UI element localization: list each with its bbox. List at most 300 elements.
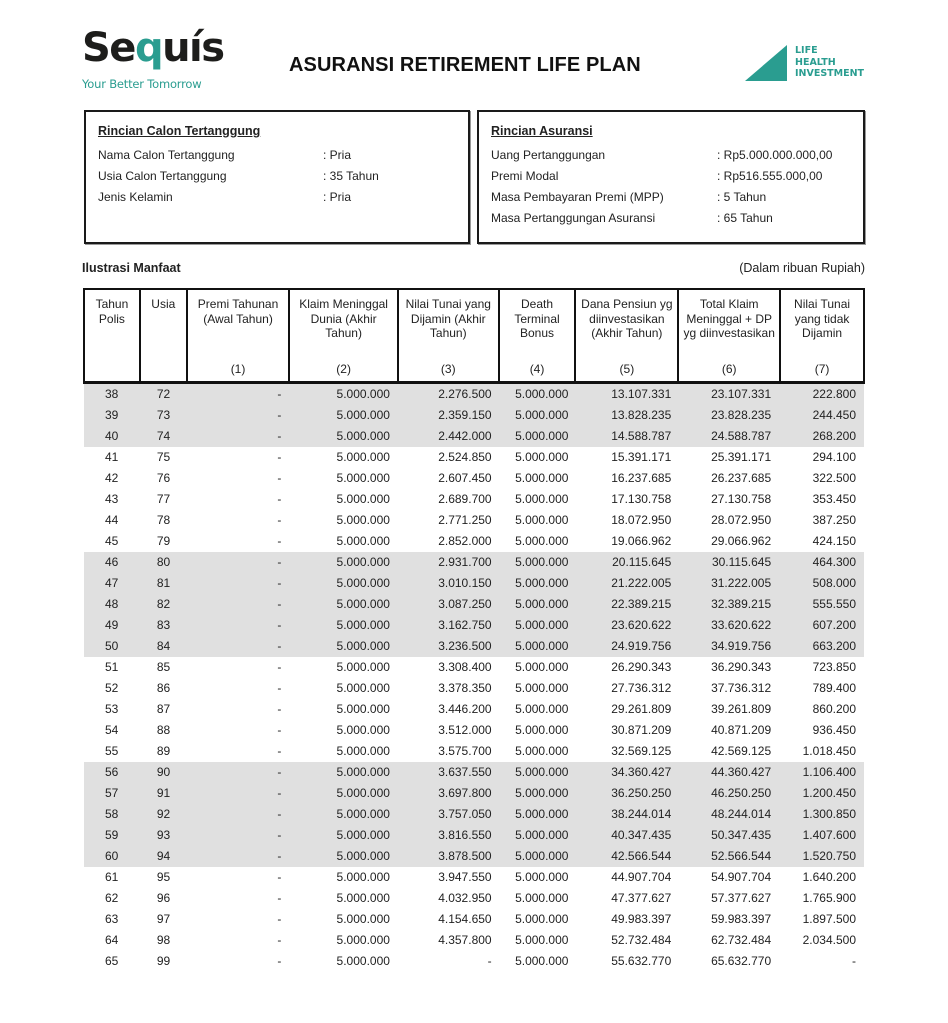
cell-tahun-polis: 61 <box>105 869 119 884</box>
cell-nilai-tunai: 2.852.000 <box>438 533 492 548</box>
cell-death-bonus: 5.000.000 <box>499 615 576 636</box>
cell-premi: - <box>187 846 290 867</box>
cell-usia: 81 <box>140 573 187 594</box>
cell-dana-pensiun: 13.107.331 <box>575 382 678 405</box>
cell-usia: 99 <box>156 953 171 968</box>
insurance-label: Masa Pertanggungan Asuransi <box>491 211 656 225</box>
cell-total-klaim: 46.250.250 <box>678 783 780 804</box>
cell-klaim: 5.000.000 <box>336 701 390 716</box>
table-row <box>84 909 864 930</box>
table-row <box>84 510 864 531</box>
cell-nilai-tunai: 4.032.950 <box>438 890 492 905</box>
cell-tahun-polis: 57 <box>84 783 140 804</box>
cell-nilai-tunai: 3.308.400 <box>438 659 492 674</box>
cell-nilai-tunai-tidak-dijamin: 387.250 <box>812 512 856 527</box>
table-row <box>84 426 864 447</box>
insured-label: Nama Calon Tertanggung <box>98 148 235 162</box>
table-row <box>84 657 864 678</box>
cell-klaim: 5.000.000 <box>289 552 398 573</box>
cell-klaim: 5.000.000 <box>336 512 390 527</box>
cell-nilai-tunai-tidak-dijamin: - <box>852 953 856 968</box>
cell-tahun-polis: 56 <box>84 762 140 783</box>
cell-death-bonus: 5.000.000 <box>515 533 569 548</box>
cell-klaim: 5.000.000 <box>289 426 398 447</box>
cell-nilai-tunai-tidak-dijamin: 1.520.750 <box>780 846 864 867</box>
cell-total-klaim: 23.828.235 <box>678 405 780 426</box>
column-header-klaim: Klaim Meninggal Dunia (Akhir Tahun) (2) <box>289 289 398 382</box>
cell-death-bonus: 5.000.000 <box>515 953 569 968</box>
cell-total-klaim: 37.736.312 <box>711 680 772 695</box>
cell-nilai-tunai: 3.512.000 <box>438 722 492 737</box>
cell-nilai-tunai-tidak-dijamin: 936.450 <box>812 722 856 737</box>
cell-klaim: 5.000.000 <box>336 722 390 737</box>
currency-note: (Dalam ribuan Rupiah) <box>739 261 865 275</box>
insured-label: Jenis Kelamin <box>98 190 173 204</box>
cell-total-klaim: 25.391.171 <box>711 449 772 464</box>
cell-tahun-polis: 44 <box>105 512 119 527</box>
cell-premi: - <box>187 594 290 615</box>
cell-total-klaim: 42.569.125 <box>711 743 772 758</box>
table-row <box>84 804 864 825</box>
cell-nilai-tunai: 3.878.500 <box>398 846 499 867</box>
cell-nilai-tunai: 2.524.850 <box>438 449 492 464</box>
cell-nilai-tunai: 3.446.200 <box>438 701 492 716</box>
cell-tahun-polis: 64 <box>105 932 119 947</box>
cell-usia: 98 <box>156 932 171 947</box>
cell-dana-pensiun: 40.347.435 <box>575 825 678 846</box>
column-header-premi: Premi Tahunan (Awal Tahun) (1) <box>187 289 290 382</box>
cell-total-klaim: 30.115.645 <box>678 552 780 573</box>
table-row <box>84 382 864 405</box>
logo-wordmark: Sequís <box>82 25 224 71</box>
cell-usia: 91 <box>140 783 187 804</box>
cell-nilai-tunai-tidak-dijamin: 2.034.500 <box>802 932 856 947</box>
insurance-row <box>491 166 851 187</box>
cell-total-klaim: 28.072.950 <box>711 512 772 527</box>
cell-dana-pensiun: 14.588.787 <box>575 426 678 447</box>
cell-tahun-polis: 48 <box>84 594 140 615</box>
cell-usia: 95 <box>156 869 171 884</box>
cell-nilai-tunai-tidak-dijamin: 508.000 <box>780 573 864 594</box>
brand-line: LIFE <box>795 45 818 56</box>
cell-total-klaim: 65.632.770 <box>711 953 772 968</box>
cell-usia: 73 <box>140 405 187 426</box>
brand-lines <box>795 45 864 80</box>
cell-total-klaim: 31.222.005 <box>678 573 780 594</box>
table-header-row <box>84 289 864 382</box>
cell-tahun-polis: 60 <box>84 846 140 867</box>
cell-nilai-tunai: 3.947.550 <box>438 869 492 884</box>
cell-klaim: 5.000.000 <box>289 783 398 804</box>
cell-nilai-tunai-tidak-dijamin: 1.897.500 <box>802 911 856 926</box>
cell-nilai-tunai-tidak-dijamin: 1.200.450 <box>780 783 864 804</box>
cell-dana-pensiun: 17.130.758 <box>611 491 672 506</box>
illustration-title: Ilustrasi Manfaat <box>82 261 181 275</box>
cell-usia: 79 <box>156 533 171 548</box>
cell-nilai-tunai: 3.637.550 <box>398 762 499 783</box>
cell-nilai-tunai-tidak-dijamin: 1.106.400 <box>780 762 864 783</box>
cell-tahun-polis: 39 <box>84 405 140 426</box>
cell-premi: - <box>277 470 282 485</box>
table-row <box>84 447 864 468</box>
cell-death-bonus: 5.000.000 <box>515 890 569 905</box>
cell-death-bonus: 5.000.000 <box>499 804 576 825</box>
cell-klaim: 5.000.000 <box>289 804 398 825</box>
sequis-logo <box>82 25 224 91</box>
cell-premi: - <box>187 382 290 405</box>
cell-nilai-tunai-tidak-dijamin: 789.400 <box>812 680 856 695</box>
cell-nilai-tunai-tidak-dijamin: 268.200 <box>780 426 864 447</box>
cell-premi: - <box>187 783 290 804</box>
cell-total-klaim: 27.130.758 <box>711 491 772 506</box>
cell-klaim: 5.000.000 <box>289 636 398 657</box>
cell-nilai-tunai: 3.575.700 <box>438 743 492 758</box>
cell-dana-pensiun: 13.828.235 <box>575 405 678 426</box>
cell-death-bonus: 5.000.000 <box>515 659 569 674</box>
cell-tahun-polis: 47 <box>84 573 140 594</box>
cell-nilai-tunai-tidak-dijamin: 322.500 <box>812 470 856 485</box>
cell-usia: 80 <box>140 552 187 573</box>
table-row <box>84 405 864 426</box>
cell-premi: - <box>187 615 290 636</box>
cell-premi: - <box>277 680 282 695</box>
column-header-total-klaim: Total Klaim Meninggal + DP yg diinvestasikan (6) <box>678 289 780 382</box>
cell-premi: - <box>187 804 290 825</box>
cell-klaim: 5.000.000 <box>336 533 390 548</box>
cell-premi: - <box>187 405 290 426</box>
column-header-death-bonus: Death Terminal Bonus (4) <box>499 289 576 382</box>
insured-details-title: Rincian Calon Tertanggung <box>98 124 261 138</box>
cell-dana-pensiun: 24.919.756 <box>575 636 678 657</box>
cell-dana-pensiun: 34.360.427 <box>575 762 678 783</box>
insured-row <box>98 166 456 187</box>
cell-nilai-tunai: 4.357.800 <box>438 932 492 947</box>
cell-premi: - <box>277 491 282 506</box>
cell-total-klaim: 32.389.215 <box>678 594 780 615</box>
brand-line: HEALTH <box>795 56 836 68</box>
cell-premi: - <box>277 890 282 905</box>
cell-death-bonus: 5.000.000 <box>515 743 569 758</box>
cell-klaim: 5.000.000 <box>336 680 390 695</box>
cell-klaim: 5.000.000 <box>336 890 390 905</box>
cell-tahun-polis: 58 <box>84 804 140 825</box>
cell-klaim: 5.000.000 <box>289 762 398 783</box>
table-row <box>84 636 864 657</box>
brand-line: INVESTMENT <box>795 68 865 79</box>
cell-usia: 72 <box>140 382 187 405</box>
cell-usia: 76 <box>156 470 171 485</box>
cell-usia: 82 <box>140 594 187 615</box>
cell-premi: - <box>187 426 290 447</box>
cell-nilai-tunai-tidak-dijamin: 1.765.900 <box>802 890 856 905</box>
cell-death-bonus: 5.000.000 <box>499 636 576 657</box>
table-row <box>84 951 864 972</box>
cell-usia: 87 <box>156 701 171 716</box>
insured-value: : Pria <box>323 190 352 204</box>
cell-tahun-polis: 51 <box>105 659 119 674</box>
cell-dana-pensiun: 32.569.125 <box>611 743 672 758</box>
cell-klaim: 5.000.000 <box>289 594 398 615</box>
cell-klaim: 5.000.000 <box>336 659 390 674</box>
cell-death-bonus: 5.000.000 <box>515 869 569 884</box>
cell-death-bonus: 5.000.000 <box>499 846 576 867</box>
table-row <box>84 489 864 510</box>
document-title: ASURANSI RETIREMENT LIFE PLAN <box>289 54 641 76</box>
cell-dana-pensiun: 42.566.544 <box>575 846 678 867</box>
insurance-details-box <box>477 110 865 244</box>
cell-usia: 90 <box>140 762 187 783</box>
table-row <box>84 846 864 867</box>
cell-premi: - <box>277 722 282 737</box>
cell-death-bonus: 5.000.000 <box>499 825 576 846</box>
cell-total-klaim: 23.107.331 <box>678 382 780 405</box>
cell-dana-pensiun: 55.632.770 <box>611 953 672 968</box>
cell-nilai-tunai-tidak-dijamin: 663.200 <box>780 636 864 657</box>
cell-total-klaim: 57.377.627 <box>711 890 772 905</box>
column-header-usia: Usia <box>140 289 187 382</box>
cell-dana-pensiun: 22.389.215 <box>575 594 678 615</box>
cell-tahun-polis: 41 <box>105 449 119 464</box>
cell-nilai-tunai-tidak-dijamin: 244.450 <box>780 405 864 426</box>
cell-nilai-tunai-tidak-dijamin: 555.550 <box>780 594 864 615</box>
cell-klaim: 5.000.000 <box>289 846 398 867</box>
cell-klaim: 5.000.000 <box>289 615 398 636</box>
cell-premi: - <box>277 533 282 548</box>
cell-nilai-tunai-tidak-dijamin: 607.200 <box>780 615 864 636</box>
cell-nilai-tunai-tidak-dijamin: 294.100 <box>812 449 856 464</box>
cell-premi: - <box>277 743 282 758</box>
cell-nilai-tunai-tidak-dijamin: 1.640.200 <box>802 869 856 884</box>
cell-total-klaim: 50.347.435 <box>678 825 780 846</box>
cell-nilai-tunai: 2.689.700 <box>438 491 492 506</box>
cell-usia: 86 <box>156 680 171 695</box>
cell-dana-pensiun: 30.871.209 <box>611 722 672 737</box>
cell-dana-pensiun: 47.377.627 <box>611 890 672 905</box>
cell-nilai-tunai: 3.087.250 <box>398 594 499 615</box>
cell-death-bonus: 5.000.000 <box>515 701 569 716</box>
cell-nilai-tunai: 3.697.800 <box>398 783 499 804</box>
column-header-nilai-tunai-tidak-dijamin: Nilai Tunai yang tidak Dijamin (7) <box>780 289 864 382</box>
cell-klaim: 5.000.000 <box>336 911 390 926</box>
cell-tahun-polis: 63 <box>105 911 119 926</box>
cell-klaim: 5.000.000 <box>336 869 390 884</box>
cell-death-bonus: 5.000.000 <box>515 470 569 485</box>
cell-premi: - <box>277 701 282 716</box>
table-row <box>84 531 864 552</box>
cell-nilai-tunai-tidak-dijamin: 1.018.450 <box>802 743 856 758</box>
cell-usia: 89 <box>156 743 171 758</box>
cell-tahun-polis: 46 <box>84 552 140 573</box>
cell-death-bonus: 5.000.000 <box>515 932 569 947</box>
cell-premi: - <box>277 869 282 884</box>
cell-nilai-tunai: 3.378.350 <box>438 680 492 695</box>
cell-premi: - <box>187 636 290 657</box>
cell-nilai-tunai: 2.442.000 <box>398 426 499 447</box>
cell-tahun-polis: 59 <box>84 825 140 846</box>
cell-death-bonus: 5.000.000 <box>499 405 576 426</box>
cell-usia: 83 <box>140 615 187 636</box>
cell-premi: - <box>277 512 282 527</box>
cell-death-bonus: 5.000.000 <box>499 594 576 615</box>
cell-tahun-polis: 50 <box>84 636 140 657</box>
insured-value: : Pria <box>323 148 352 162</box>
cell-tahun-polis: 45 <box>105 533 119 548</box>
cell-nilai-tunai-tidak-dijamin: 222.800 <box>780 382 864 405</box>
cell-total-klaim: 26.237.685 <box>711 470 772 485</box>
table-body <box>84 382 864 972</box>
cell-nilai-tunai: 4.154.650 <box>438 911 492 926</box>
cell-premi: - <box>187 762 290 783</box>
cell-tahun-polis: 38 <box>84 382 140 405</box>
table-row <box>84 825 864 846</box>
cell-usia: 84 <box>140 636 187 657</box>
cell-klaim: 5.000.000 <box>336 449 390 464</box>
cell-death-bonus: 5.000.000 <box>515 680 569 695</box>
table-row <box>84 930 864 951</box>
cell-nilai-tunai: 3.010.150 <box>398 573 499 594</box>
cell-death-bonus: 5.000.000 <box>515 911 569 926</box>
cell-death-bonus: 5.000.000 <box>515 722 569 737</box>
cell-nilai-tunai-tidak-dijamin: 464.300 <box>780 552 864 573</box>
insurance-label: Masa Pembayaran Premi (MPP) <box>491 190 664 204</box>
cell-usia: 96 <box>156 890 171 905</box>
cell-dana-pensiun: 21.222.005 <box>575 573 678 594</box>
insurance-label: Premi Modal <box>491 169 559 183</box>
cell-nilai-tunai: 2.607.450 <box>438 470 492 485</box>
cell-death-bonus: 5.000.000 <box>499 382 576 405</box>
cell-death-bonus: 5.000.000 <box>499 573 576 594</box>
cell-total-klaim: 40.871.209 <box>711 722 772 737</box>
logo-tagline: Your Better Tomorrow <box>82 77 202 91</box>
cell-dana-pensiun: 19.066.962 <box>611 533 672 548</box>
cell-premi: - <box>187 573 290 594</box>
cell-death-bonus: 5.000.000 <box>515 449 569 464</box>
cell-dana-pensiun: 44.907.704 <box>611 869 672 884</box>
cell-nilai-tunai: 2.359.150 <box>398 405 499 426</box>
table-row <box>84 552 864 573</box>
insured-row <box>98 145 456 166</box>
cell-usia: 78 <box>156 512 171 527</box>
insured-label: Usia Calon Tertanggung <box>98 169 227 183</box>
cell-usia: 93 <box>140 825 187 846</box>
cell-premi: - <box>277 659 282 674</box>
cell-klaim: 5.000.000 <box>336 743 390 758</box>
cell-nilai-tunai: 2.276.500 <box>398 382 499 405</box>
cell-usia: 94 <box>140 846 187 867</box>
table-row <box>84 699 864 720</box>
cell-nilai-tunai-tidak-dijamin: 860.200 <box>812 701 856 716</box>
insured-row <box>98 187 456 208</box>
insurance-value: : Rp5.000.000.000,00 <box>717 148 833 162</box>
cell-premi: - <box>277 449 282 464</box>
insurance-row <box>491 145 851 166</box>
cell-tahun-polis: 49 <box>84 615 140 636</box>
cell-total-klaim: 59.983.397 <box>711 911 772 926</box>
insurance-row <box>491 208 851 229</box>
table-row <box>84 888 864 909</box>
insured-value: : 35 Tahun <box>323 169 379 183</box>
cell-dana-pensiun: 52.732.484 <box>611 932 672 947</box>
cell-total-klaim: 48.244.014 <box>678 804 780 825</box>
cell-nilai-tunai: 3.236.500 <box>398 636 499 657</box>
column-header-tahun-polis: Tahun Polis <box>84 289 140 382</box>
cell-klaim: 5.000.000 <box>289 405 398 426</box>
cell-tahun-polis: 62 <box>105 890 119 905</box>
cell-nilai-tunai-tidak-dijamin: 1.300.850 <box>780 804 864 825</box>
cell-total-klaim: 33.620.622 <box>678 615 780 636</box>
cell-dana-pensiun: 49.983.397 <box>611 911 672 926</box>
cell-tahun-polis: 43 <box>105 491 119 506</box>
cell-tahun-polis: 55 <box>105 743 119 758</box>
cell-premi: - <box>277 953 282 968</box>
cell-total-klaim: 34.919.756 <box>678 636 780 657</box>
cell-total-klaim: 39.261.809 <box>711 701 772 716</box>
cell-dana-pensiun: 38.244.014 <box>575 804 678 825</box>
cell-nilai-tunai: 3.162.750 <box>398 615 499 636</box>
insurance-row <box>491 187 851 208</box>
cell-klaim: 5.000.000 <box>336 953 390 968</box>
insurance-label: Uang Pertanggungan <box>491 148 606 162</box>
cell-total-klaim: 24.588.787 <box>678 426 780 447</box>
table-row <box>84 615 864 636</box>
cell-total-klaim: 29.066.962 <box>711 533 772 548</box>
cell-nilai-tunai: 3.816.550 <box>398 825 499 846</box>
cell-usia: 77 <box>156 491 171 506</box>
cell-dana-pensiun: 27.736.312 <box>611 680 672 695</box>
cell-tahun-polis: 65 <box>105 953 119 968</box>
table-row <box>84 783 864 804</box>
cell-klaim: 5.000.000 <box>336 491 390 506</box>
cell-klaim: 5.000.000 <box>289 825 398 846</box>
cell-usia: 97 <box>156 911 171 926</box>
cell-death-bonus: 5.000.000 <box>499 762 576 783</box>
insurance-value: : Rp516.555.000,00 <box>717 169 823 183</box>
cell-klaim: 5.000.000 <box>289 573 398 594</box>
cell-klaim: 5.000.000 <box>336 470 390 485</box>
cell-dana-pensiun: 18.072.950 <box>611 512 672 527</box>
cell-nilai-tunai-tidak-dijamin: 1.407.600 <box>780 825 864 846</box>
cell-dana-pensiun: 29.261.809 <box>611 701 672 716</box>
column-header-nilai-tunai: Nilai Tunai yang Dijamin (Akhir Tahun) (3) <box>398 289 499 382</box>
cell-nilai-tunai: - <box>487 953 492 968</box>
cell-tahun-polis: 52 <box>105 680 119 695</box>
cell-premi: - <box>277 932 282 947</box>
insured-details-box <box>84 110 470 244</box>
table-row <box>84 867 864 888</box>
column-header-dana-pensiun: Dana Pensiun yg diinvestasikan (Akhir Tahun) (5) <box>575 289 678 382</box>
insurance-value: : 65 Tahun <box>717 211 773 225</box>
brand-badge <box>745 45 875 85</box>
cell-dana-pensiun: 36.250.250 <box>575 783 678 804</box>
cell-premi: - <box>277 911 282 926</box>
cell-total-klaim: 62.732.484 <box>711 932 772 947</box>
cell-nilai-tunai-tidak-dijamin: 353.450 <box>812 491 856 506</box>
cell-tahun-polis: 42 <box>105 470 119 485</box>
cell-usia: 92 <box>140 804 187 825</box>
cell-death-bonus: 5.000.000 <box>499 552 576 573</box>
insurance-details-title: Rincian Asuransi <box>491 124 593 138</box>
cell-usia: 75 <box>156 449 171 464</box>
cell-death-bonus: 5.000.000 <box>515 491 569 506</box>
cell-nilai-tunai-tidak-dijamin: 424.150 <box>812 533 856 548</box>
insurance-value: : 5 Tahun <box>717 190 767 204</box>
cell-usia: 88 <box>156 722 171 737</box>
table-row <box>84 762 864 783</box>
cell-total-klaim: 54.907.704 <box>711 869 772 884</box>
cell-nilai-tunai: 3.757.050 <box>398 804 499 825</box>
cell-dana-pensiun: 20.115.645 <box>575 552 678 573</box>
cell-death-bonus: 5.000.000 <box>499 426 576 447</box>
